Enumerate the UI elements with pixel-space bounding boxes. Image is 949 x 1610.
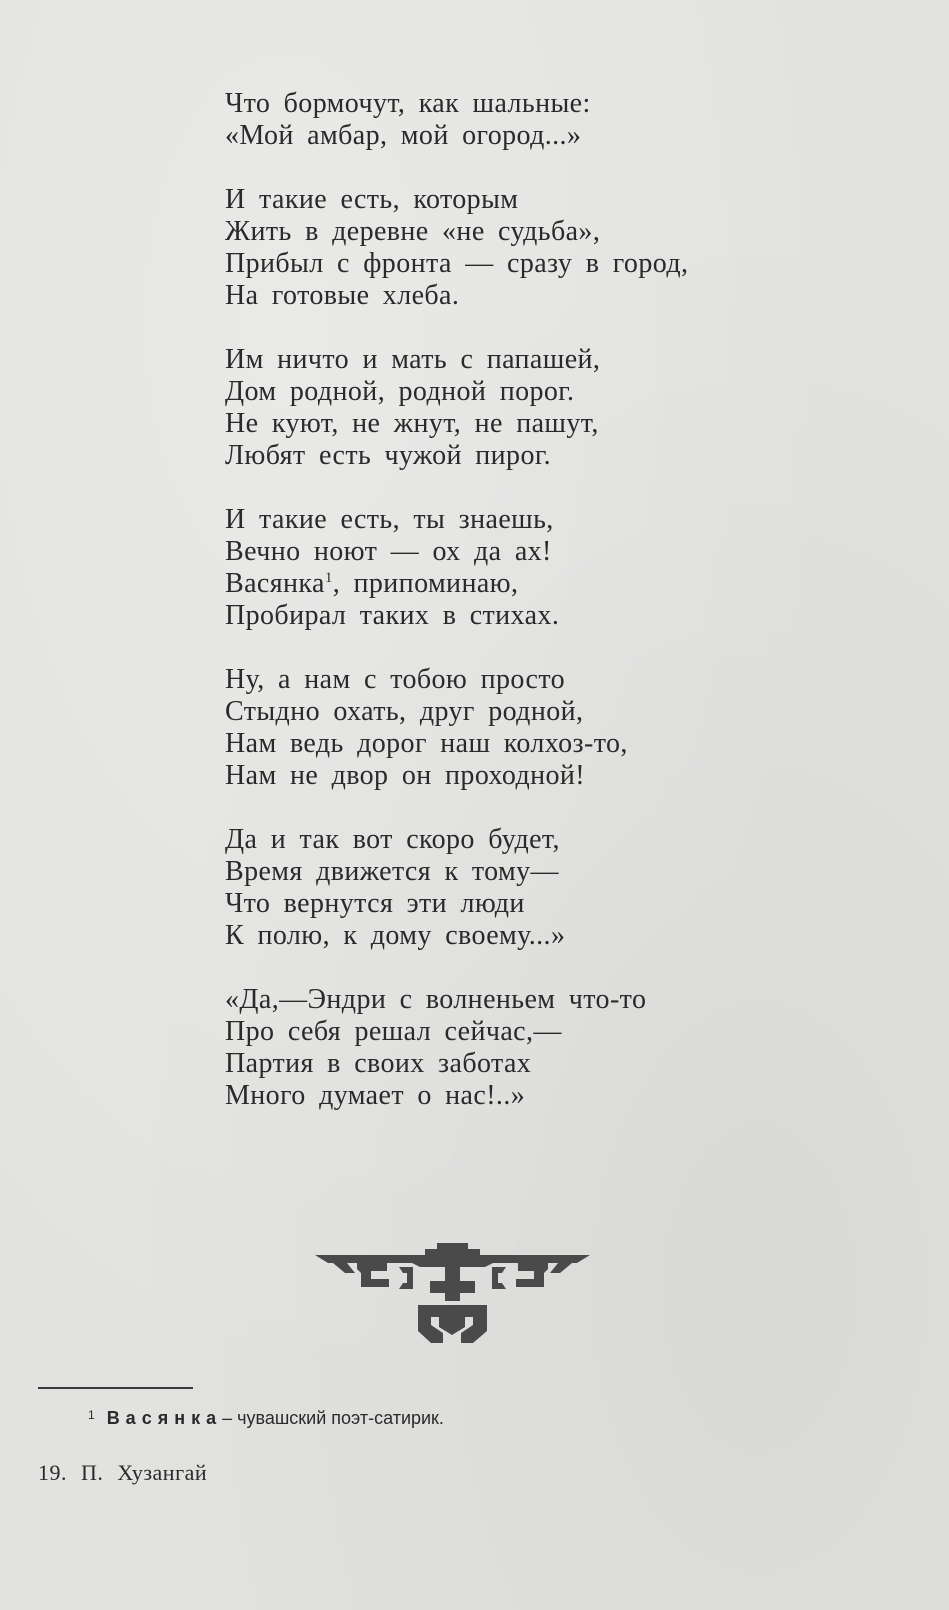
poem-line: Да и так вот скоро будет,	[225, 824, 560, 855]
poem-line: Жить в деревне «не судьба»,	[225, 216, 601, 247]
poem-line: И такие есть, которым	[225, 184, 519, 215]
poem-line: И такие есть, ты знаешь,	[225, 504, 554, 535]
footnote-reference: 1	[324, 570, 333, 586]
poem-line: Время движется к тому—	[225, 856, 559, 887]
poem-line: Что бормочут, как шальные:	[225, 88, 591, 119]
poem-line-with-footnote	[225, 568, 845, 600]
poem-line: Нам не двор он проходной!	[225, 760, 585, 791]
poem-line: «Мой амбар, мой огород...»	[225, 120, 582, 151]
poem-line: Дом родной, родной порог.	[225, 376, 575, 407]
poem-line: Стыдно охать, друг родной,	[225, 696, 584, 727]
poem-line: Много думает о нас!..»	[225, 1080, 526, 1111]
footnote-mark: 1	[88, 1408, 95, 1422]
poem-line: Прибыл с фронта — сразу в город,	[225, 248, 689, 279]
poem-line: Не куют, не жнут, не пашут,	[225, 408, 599, 439]
poem-line: «Да,—Эндри с волненьем что-то	[225, 984, 647, 1015]
stanza-4	[225, 504, 845, 632]
stanza-5	[225, 664, 845, 792]
poem-line: Пробирал таких в стихах.	[225, 600, 560, 631]
poem-line: Что вернутся эти люди	[225, 888, 525, 919]
poem-line: Вечно ноют — ох да ах!	[225, 536, 552, 567]
poem-line: Любят есть чужой пирог.	[225, 440, 551, 471]
footnote-divider	[38, 1387, 193, 1389]
stanza-6	[225, 824, 845, 952]
stanza-2	[225, 184, 845, 312]
stanza-1	[225, 88, 845, 152]
footnote-name: Васянка	[106, 1408, 223, 1428]
chuvash-ornament-icon	[315, 1243, 590, 1343]
poem-line: Нам ведь дорог наш колхоз-то,	[225, 728, 628, 759]
poem-line-rest: , припоминаю,	[332, 568, 519, 599]
poem-text	[225, 88, 845, 1144]
footnote-text: – чувашский поэт-сатирик.	[222, 1408, 444, 1428]
poem-line: Про себя решал сейчас,—	[225, 1016, 562, 1047]
footnote	[88, 1404, 444, 1429]
poem-line: Ну, а нам с тобою просто	[225, 664, 566, 695]
poem-line: На готовые хлеба.	[225, 280, 460, 311]
stanza-7	[225, 984, 845, 1112]
page-signature: 19. П. Хузангай	[38, 1460, 208, 1485]
poem-line: Им ничто и мать с папашей,	[225, 344, 601, 375]
poem-line: К полю, к дому своему...»	[225, 920, 566, 951]
poem-word-vasyanka: Васянка	[225, 568, 325, 599]
stanza-3	[225, 344, 845, 472]
poem-line: Партия в своих заботах	[225, 1048, 532, 1079]
